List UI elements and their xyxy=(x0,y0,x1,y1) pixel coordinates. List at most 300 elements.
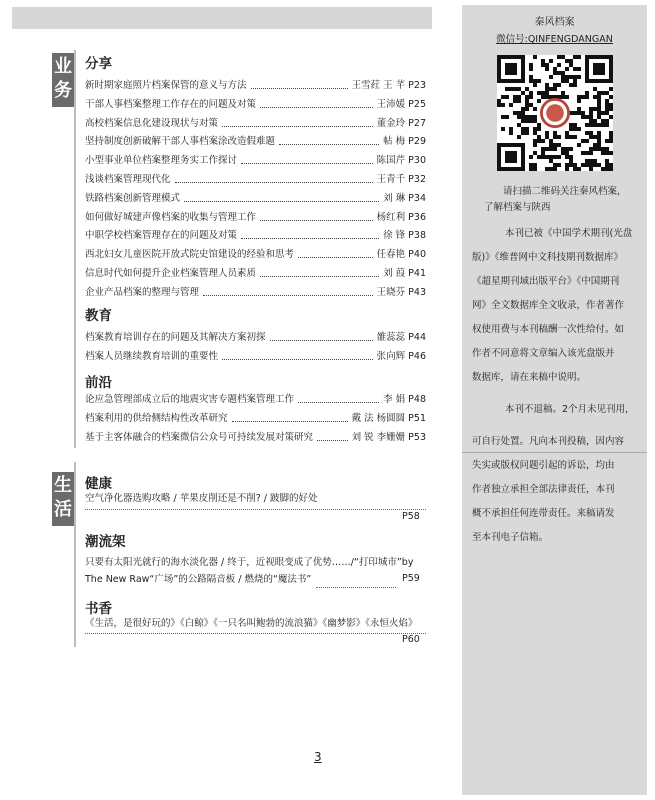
qr-module xyxy=(525,99,529,103)
section-title-books: 书香 xyxy=(85,601,112,617)
qr-module xyxy=(529,155,533,159)
qr-module xyxy=(533,119,537,123)
entry-title: 西北妇女儿童医院开放式院史馆建设的经验和思考 xyxy=(85,249,295,261)
qr-module xyxy=(601,123,605,127)
qr-module xyxy=(565,75,569,79)
qr-module xyxy=(541,151,545,155)
sidebar-notice-line: 《超星期刊域出版平台》《中国期刊 xyxy=(472,276,620,287)
qr-module xyxy=(569,83,573,87)
qr-module xyxy=(501,115,505,119)
health-line: 空气净化器选购攻略 / 苹果皮削还是不削? / 跛脚的好处 xyxy=(85,493,318,504)
qr-module xyxy=(521,115,525,119)
qr-module xyxy=(549,75,553,79)
qr-module xyxy=(537,139,541,143)
entry-page: P40 xyxy=(408,249,426,261)
page-number: 3 xyxy=(314,750,322,764)
qr-module xyxy=(589,167,593,171)
qr-module xyxy=(561,79,565,83)
qr-module xyxy=(585,151,589,155)
entry-title: 浅谈档案管理现代化 xyxy=(85,174,171,185)
entry-page: P51 xyxy=(408,413,426,424)
qr-module xyxy=(541,155,545,159)
section-rail-business xyxy=(74,50,76,448)
qr-module xyxy=(581,95,585,99)
qr-module xyxy=(521,131,525,135)
qr-finder xyxy=(593,63,605,75)
qr-module xyxy=(501,103,505,107)
qr-module xyxy=(529,79,533,83)
qr-module xyxy=(569,123,573,127)
entry-title: 基于主客体融合的档案微信公众号可持续发展对策研究 xyxy=(85,432,314,443)
qr-module xyxy=(589,163,593,167)
entry-title: 如何做好城建声像档案的收集与管理工作 xyxy=(85,211,257,223)
entry-author: 刘 葭 xyxy=(383,268,406,279)
toc-entry[interactable] xyxy=(85,149,426,167)
qr-module xyxy=(577,111,581,115)
sidebar-notice-line: 权使用费与本刊稿酬一次性给付。如 xyxy=(472,324,625,335)
tag-char: 生 xyxy=(54,475,72,496)
entry-page: P27 xyxy=(408,117,426,129)
entry-author: 任春艳 xyxy=(376,249,406,261)
qr-module xyxy=(597,91,601,95)
qr-module xyxy=(573,83,577,87)
qr-module xyxy=(605,167,609,171)
qr-module xyxy=(597,95,601,99)
qr-module xyxy=(545,83,549,87)
qr-logo-icon xyxy=(546,104,564,122)
qr-module xyxy=(533,127,537,131)
qr-module xyxy=(581,115,585,119)
trend-line-2: The New Raw“广场”的公路隔音板 / 燃烧的“魔法书” xyxy=(85,574,312,585)
qr-module xyxy=(513,111,517,115)
toc-entry[interactable] xyxy=(85,206,426,224)
qr-module xyxy=(605,123,609,127)
qr-module xyxy=(609,167,613,171)
qr-module xyxy=(537,79,541,83)
qr-module xyxy=(521,107,525,111)
qr-module xyxy=(577,95,581,99)
qr-module xyxy=(517,115,521,119)
qr-module xyxy=(561,95,565,99)
qr-module xyxy=(525,87,529,91)
qr-module xyxy=(533,83,537,87)
qr-module xyxy=(577,55,581,59)
qr-module xyxy=(497,99,501,103)
qr-code-icon xyxy=(497,55,613,171)
entry-page: P25 xyxy=(408,98,426,110)
qr-module xyxy=(533,143,537,147)
entry-page: P29 xyxy=(408,136,426,148)
toc-entry[interactable] xyxy=(85,187,426,205)
qr-module xyxy=(565,147,569,151)
qr-module xyxy=(553,167,557,171)
qr-module xyxy=(565,79,569,83)
qr-module xyxy=(537,123,541,127)
qr-module xyxy=(533,55,537,59)
header-bar xyxy=(12,7,432,29)
qr-module xyxy=(557,135,561,139)
qr-module xyxy=(605,147,609,151)
qr-module xyxy=(597,143,601,147)
qr-module xyxy=(565,155,569,159)
entry-page: P36 xyxy=(408,211,426,223)
sidebar-notice-line: 作者独立承担全部法律责任，本刊 xyxy=(472,484,615,495)
qr-module xyxy=(505,87,509,91)
section-title-health: 健康 xyxy=(85,476,112,492)
qr-module xyxy=(565,151,569,155)
qr-module xyxy=(529,163,533,167)
qr-module xyxy=(529,67,533,71)
entry-author: 戴 法 杨圆圆 xyxy=(351,413,406,424)
entry-title: 新时期家庭照片档案保管的意义与方法 xyxy=(85,80,247,91)
qr-module xyxy=(545,67,549,71)
qr-module xyxy=(533,139,537,143)
qr-module xyxy=(581,139,585,143)
qr-module xyxy=(517,95,521,99)
qr-module xyxy=(589,159,593,163)
qr-module xyxy=(541,139,545,143)
qr-module xyxy=(505,95,509,99)
qr-module xyxy=(557,71,561,75)
qr-module xyxy=(585,91,589,95)
qr-module xyxy=(569,155,573,159)
sidebar-notice-line: 本刊不退稿。2个月未见刊用， xyxy=(505,404,635,415)
qr-module xyxy=(565,167,569,171)
leader-dots xyxy=(317,440,348,441)
qr-module xyxy=(537,99,541,103)
entry-page: P53 xyxy=(408,432,426,443)
separator xyxy=(85,509,426,510)
qr-module xyxy=(545,155,549,159)
trend-line-1: 只要有太阳光就行的海水淡化器 / 终于，近视眼变成了优势……/“打印城市”by xyxy=(85,557,414,568)
qr-module xyxy=(525,131,529,135)
qr-module xyxy=(501,127,505,131)
qr-module xyxy=(529,75,533,79)
qr-module xyxy=(517,99,521,103)
qr-module xyxy=(565,67,569,71)
qr-module xyxy=(569,59,573,63)
entry-title: 高校档案信息化建设现状与对策 xyxy=(85,117,219,129)
qr-module xyxy=(593,163,597,167)
qr-module xyxy=(529,119,533,123)
qr-module xyxy=(533,79,537,83)
qr-module xyxy=(513,95,517,99)
toc-entry[interactable] xyxy=(85,93,426,111)
qr-module xyxy=(585,123,589,127)
qr-module xyxy=(553,83,557,87)
leader-dots xyxy=(251,88,348,89)
sidebar-notice-line: 数据库，请在来稿中说明。 xyxy=(472,372,587,383)
qr-module xyxy=(593,119,597,123)
leader-dots xyxy=(260,276,379,277)
tag-char: 务 xyxy=(54,80,72,101)
qr-module xyxy=(597,99,601,103)
qr-module xyxy=(573,67,577,71)
leader-dots xyxy=(260,107,373,108)
leader-dots xyxy=(260,220,373,221)
qr-module xyxy=(525,119,529,123)
toc-entry[interactable] xyxy=(85,281,426,299)
section-title-share: 分享 xyxy=(85,56,112,72)
toc-entry[interactable] xyxy=(85,388,426,406)
qr-module xyxy=(537,135,541,139)
qr-module xyxy=(561,71,565,75)
qr-module xyxy=(549,87,553,91)
qr-module xyxy=(605,163,609,167)
qr-module xyxy=(553,155,557,159)
qr-module xyxy=(521,111,525,115)
qr-module xyxy=(577,75,581,79)
entry-title: 干部人事档案整理工作存在的问题及对策 xyxy=(85,98,257,110)
qr-module xyxy=(597,123,601,127)
entry-page: P30 xyxy=(408,155,426,167)
toc-entry[interactable] xyxy=(85,130,426,148)
qr-module xyxy=(589,123,593,127)
qr-module xyxy=(549,143,553,147)
qr-module xyxy=(517,87,521,91)
entry-author: 董金玲 xyxy=(376,117,406,129)
qr-module xyxy=(549,167,553,171)
qr-module xyxy=(589,107,593,111)
qr-module xyxy=(609,163,613,167)
qr-module xyxy=(609,151,613,155)
qr-module xyxy=(553,131,557,135)
entry-page: P23 xyxy=(408,80,426,91)
qr-module xyxy=(529,167,533,171)
qr-module xyxy=(597,115,601,119)
entry-author: 刘 锐 李姗姗 xyxy=(351,432,406,443)
qr-module xyxy=(565,95,569,99)
qr-module xyxy=(569,135,573,139)
qr-module xyxy=(605,99,609,103)
qr-module xyxy=(525,107,529,111)
qr-module xyxy=(585,131,589,135)
qr-module xyxy=(593,143,597,147)
qr-module xyxy=(565,163,569,167)
sidebar-notice-line: 概不承担任何连带责任。来稿请发 xyxy=(472,508,615,519)
entry-author: 徐 锋 xyxy=(383,230,406,242)
qr-module xyxy=(609,95,613,99)
qr-module xyxy=(549,155,553,159)
toc-entry[interactable] xyxy=(85,74,426,92)
qr-module xyxy=(597,107,601,111)
qr-module xyxy=(597,139,601,143)
entry-title: 论应急管理部成立后的地震灾害专题档案管理工作 xyxy=(85,394,295,405)
entry-author: 杨红利 xyxy=(376,211,406,223)
qr-module xyxy=(589,119,593,123)
qr-module xyxy=(601,147,605,151)
separator xyxy=(316,587,396,588)
tag-char: 业 xyxy=(54,56,72,77)
qr-module xyxy=(565,135,569,139)
qr-module xyxy=(589,147,593,151)
qr-module xyxy=(589,131,593,135)
qr-module xyxy=(597,103,601,107)
tag-life xyxy=(52,472,74,526)
entry-author: 李 娟 xyxy=(383,394,406,405)
entry-page: P44 xyxy=(408,332,426,343)
sidebar-notice-line: 本刊已被《中国学术期刊(光盘 xyxy=(505,228,633,239)
qr-module xyxy=(589,135,593,139)
qr-module xyxy=(601,151,605,155)
qr-module xyxy=(593,147,597,151)
qr-module xyxy=(573,75,577,79)
qr-module xyxy=(605,151,609,155)
qr-module xyxy=(601,91,605,95)
qr-module xyxy=(597,135,601,139)
sidebar-brand: 秦风档案 xyxy=(534,17,575,28)
entry-title: 企业产品档案的整理与管理 xyxy=(85,286,200,298)
qr-module xyxy=(557,83,561,87)
qr-module xyxy=(585,139,589,143)
leader-dots xyxy=(298,257,373,258)
qr-module xyxy=(545,87,549,91)
toc-entry[interactable] xyxy=(85,243,426,261)
sidebar-notice-line: 作者不同意将文章编入该光盘版并 xyxy=(472,348,615,359)
qr-module xyxy=(561,91,565,95)
books-line: 《生活，是很好玩的》《白鲸》《一只名叫鲍勃的流浪猫》《幽梦影》《永恒火焰》 xyxy=(85,618,418,629)
tag-business xyxy=(52,53,74,107)
qr-module xyxy=(525,103,529,107)
qr-module xyxy=(541,95,545,99)
sidebar-scan-text-1: 请扫描二维码关注秦风档案， xyxy=(503,186,627,197)
qr-module xyxy=(533,131,537,135)
toc-entry[interactable] xyxy=(85,262,426,280)
qr-module xyxy=(573,163,577,167)
qr-module xyxy=(557,63,561,67)
qr-module xyxy=(521,119,525,123)
qr-module xyxy=(581,111,585,115)
qr-module xyxy=(549,159,553,163)
toc-entry[interactable] xyxy=(85,326,426,344)
toc-entry[interactable] xyxy=(85,168,426,186)
qr-module xyxy=(549,147,553,151)
sidebar-notice-line: 版)》《维普网中文科技期刊数据库》 xyxy=(472,252,623,263)
qr-module xyxy=(513,99,517,103)
entry-title: 档案利用的供给侧结构性改革研究 xyxy=(85,413,228,424)
qr-finder xyxy=(505,63,517,75)
qr-module xyxy=(569,159,573,163)
qr-module xyxy=(597,131,601,135)
qr-module xyxy=(513,87,517,91)
qr-module xyxy=(573,111,577,115)
leader-dots xyxy=(298,402,379,403)
qr-module xyxy=(589,111,593,115)
qr-module xyxy=(569,163,573,167)
qr-finder xyxy=(505,151,517,163)
qr-module xyxy=(509,127,513,131)
qr-module xyxy=(545,147,549,151)
entry-page: P32 xyxy=(408,174,426,185)
entry-page: P43 xyxy=(408,286,426,298)
qr-module xyxy=(609,87,613,91)
qr-module xyxy=(577,127,581,131)
health-page: P58 xyxy=(402,511,420,522)
qr-module xyxy=(541,63,545,67)
qr-module xyxy=(609,107,613,111)
qr-module xyxy=(553,163,557,167)
entry-title: 小型事业单位档案整理务实工作探讨 xyxy=(85,155,238,167)
section-title-education: 教育 xyxy=(85,308,112,324)
qr-module xyxy=(577,67,581,71)
toc-entry[interactable] xyxy=(85,407,426,425)
qr-module xyxy=(605,107,609,111)
qr-module xyxy=(609,103,613,107)
leader-dots xyxy=(279,144,379,145)
leader-dots xyxy=(270,340,373,341)
entry-author: 张向辉 xyxy=(376,350,406,362)
qr-module xyxy=(593,107,597,111)
qr-module xyxy=(561,55,565,59)
sidebar-notice-line: 失实或版权问题引起的诉讼，均由 xyxy=(472,460,615,471)
qr-module xyxy=(605,103,609,107)
leader-dots xyxy=(222,359,373,360)
entry-page: P48 xyxy=(408,394,426,405)
qr-module xyxy=(605,159,609,163)
toc-entry[interactable] xyxy=(85,112,426,130)
qr-module xyxy=(593,87,597,91)
leader-dots xyxy=(222,126,373,127)
qr-module xyxy=(529,63,533,67)
qr-module xyxy=(517,123,521,127)
qr-module xyxy=(561,147,565,151)
toc-entry[interactable] xyxy=(85,224,426,242)
qr-module xyxy=(573,127,577,131)
qr-module xyxy=(573,135,577,139)
sidebar-notice-line: 至本刊电子信箱。 xyxy=(472,532,549,543)
qr-module xyxy=(533,163,537,167)
qr-module xyxy=(525,95,529,99)
qr-module xyxy=(545,167,549,171)
qr-module xyxy=(597,147,601,151)
qr-module xyxy=(569,127,573,131)
qr-module xyxy=(561,151,565,155)
qr-module xyxy=(581,151,585,155)
qr-module xyxy=(553,87,557,91)
qr-module xyxy=(549,59,553,63)
qr-module xyxy=(545,131,549,135)
toc-entry[interactable] xyxy=(85,426,426,444)
qr-module xyxy=(509,87,513,91)
qr-module xyxy=(589,115,593,119)
qr-module xyxy=(521,91,525,95)
qr-module xyxy=(565,59,569,63)
qr-module xyxy=(525,127,529,131)
qr-module xyxy=(565,131,569,135)
qr-module xyxy=(557,143,561,147)
entry-page: P38 xyxy=(408,230,426,242)
qr-module xyxy=(569,147,573,151)
qr-module xyxy=(573,79,577,83)
qr-module xyxy=(601,111,605,115)
leader-dots xyxy=(241,238,379,239)
qr-module xyxy=(573,123,577,127)
qr-module xyxy=(573,55,577,59)
entry-author: 王雪荭 王 芊 xyxy=(351,80,406,91)
qr-module xyxy=(605,91,609,95)
qr-module xyxy=(609,115,613,119)
sidebar-divider xyxy=(462,452,647,453)
qr-module xyxy=(545,91,549,95)
entry-page: P46 xyxy=(408,350,426,362)
qr-module xyxy=(529,95,533,99)
toc-entry[interactable] xyxy=(85,345,426,363)
leader-dots xyxy=(203,295,373,296)
entry-author: 陈国芹 xyxy=(376,155,406,167)
qr-module xyxy=(557,55,561,59)
qr-module xyxy=(605,139,609,143)
qr-module xyxy=(569,63,573,67)
